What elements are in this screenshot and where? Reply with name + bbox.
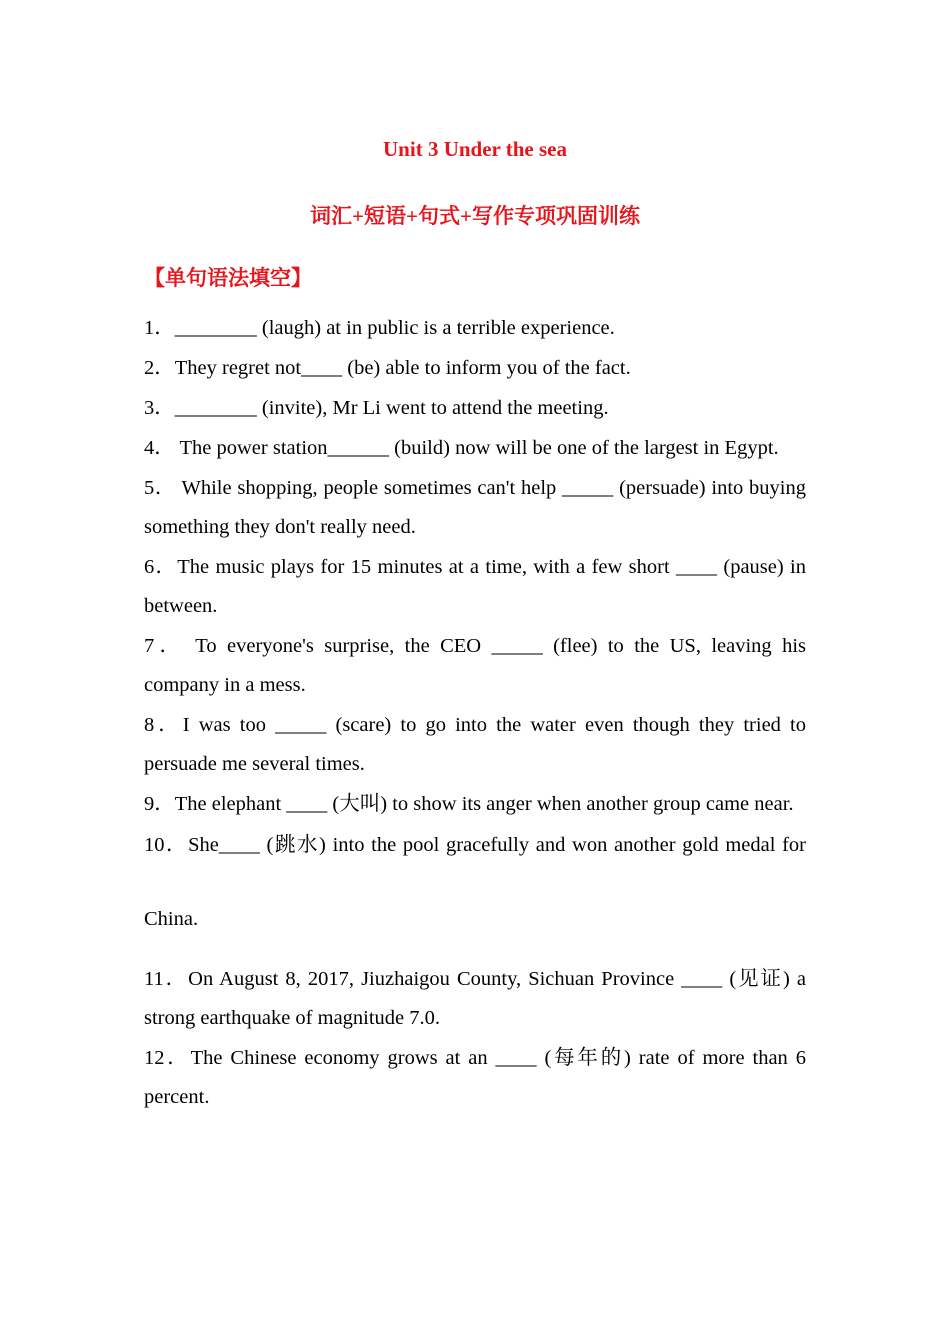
item-number: 11． <box>144 968 189 990</box>
exercise-item-12 <box>144 1039 806 1117</box>
item-number: 10． <box>144 834 189 856</box>
item-number: 9． <box>144 793 175 815</box>
item-number: 4． <box>144 437 175 459</box>
exercise-item-3 <box>144 389 806 428</box>
item-number: 12． <box>144 1047 191 1069</box>
item-number: 1． <box>144 317 175 339</box>
exercise-list <box>144 309 806 1118</box>
item-text: ________ (laugh) at in public is a terrible experience. <box>174 317 615 339</box>
item-text: To everyone's surprise, the CEO _____ (flee) to the US, leaving his company in a mess. <box>144 635 806 696</box>
item-text: While shopping, people sometimes can't help _____ (persuade) into buying something they don't really need. <box>144 477 806 538</box>
exercise-item-11 <box>144 960 806 1038</box>
item-text: The music plays for 15 minutes at a time, with a few short ____ (pause) in between. <box>144 556 806 617</box>
item-number: 8． <box>144 714 183 736</box>
item-number: 7． <box>144 635 186 657</box>
exercise-item-5 <box>144 469 806 547</box>
exercise-item-10 <box>144 808 806 956</box>
item-number: 3． <box>144 397 175 419</box>
exercise-item-1 <box>144 309 806 348</box>
item-text: The power station______ (build) now will be one of the largest in Egypt. <box>174 437 779 459</box>
exercise-item-7 <box>144 627 806 705</box>
item-text: The Chinese economy grows at an ____ (每年的) rate of more than 6 percent. <box>144 1047 806 1108</box>
document-subtitle: 词汇+短语+句式+写作专项巩固训练 <box>310 204 640 228</box>
item-number: 2． <box>144 357 175 379</box>
item-text: They regret not____ (be) able to inform you of the fact. <box>174 357 631 379</box>
exercise-item-6 <box>144 548 806 626</box>
item-text: ________ (invite), Mr Li went to attend the meeting. <box>174 397 609 419</box>
item-text: The elephant ____ (大叫) to show its anger when another group came near. <box>174 793 794 815</box>
document-title: Unit 3 Under the sea <box>383 137 567 161</box>
item-number: 6． <box>144 556 178 578</box>
exercise-item-8 <box>144 706 806 784</box>
exercise-item-2 <box>144 349 806 388</box>
exercise-item-4 <box>144 429 806 468</box>
item-number: 5． <box>144 477 177 499</box>
item-text: I was too _____ (scare) to go into the water even though they tried to persuade me several times. <box>144 714 806 775</box>
section-heading: 【单句语法填空】 <box>144 266 312 290</box>
item-text: On August 8, 2017, Jiuzhaigou County, Sichuan Province ____ (见证) a strong earthquake of magnitude 7.0. <box>144 968 806 1029</box>
item-text: She____ (跳水) into the pool gracefully and won another gold medal for China. <box>144 834 807 930</box>
